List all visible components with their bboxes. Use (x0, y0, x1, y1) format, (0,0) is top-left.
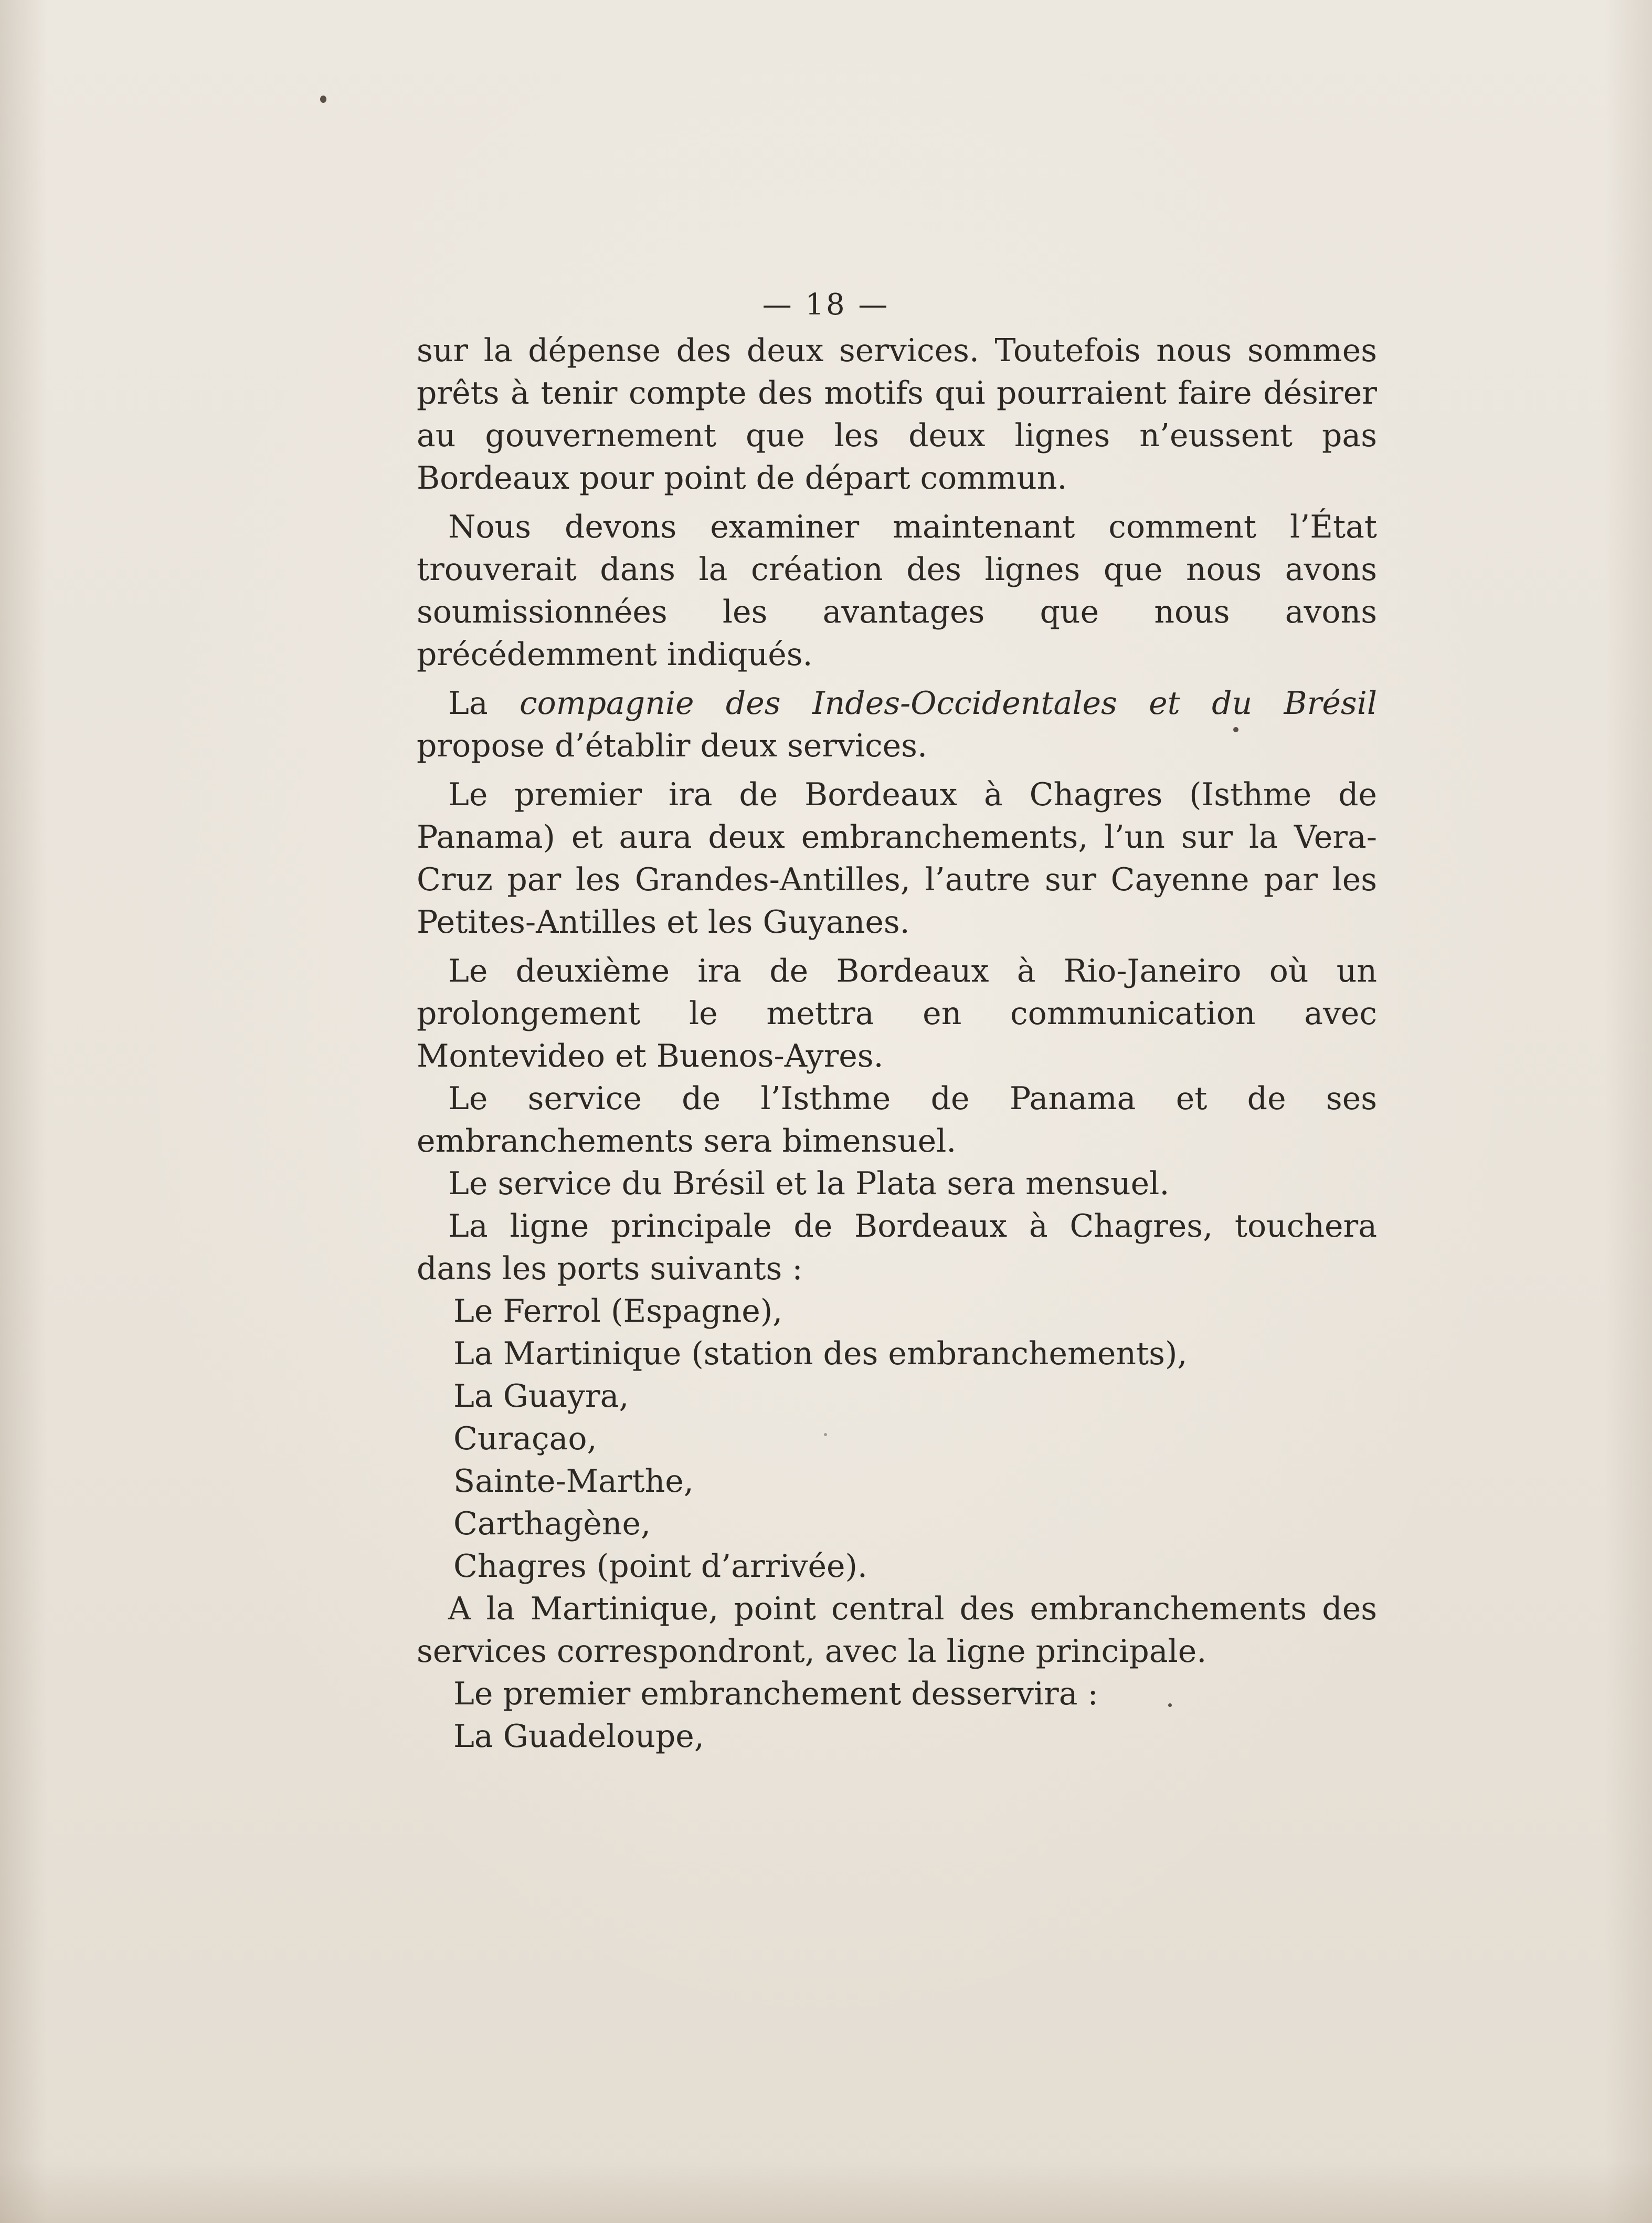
paragraph-2: Nous devons examiner maintenant comment l’État trouverait dans la création des lignes que nous avons soumissionnées les avantages que nous avons précédemment indiqués. (417, 509, 1377, 673)
paragraph-6: Le service de l’Isthme de Panama et de ses embranchements sera bimensuel. (417, 1080, 1377, 1160)
port-item: La Martinique (station des embranchements), (453, 1335, 1188, 1372)
body-text (417, 330, 1377, 1758)
port-item: Carthagène, (453, 1505, 651, 1542)
paragraph-4: Le premier ira de Bordeaux à Chagres (Isthme de Panama) et aura deux embranchements, l’un sur la Vera-Cruz par les Grandes-Antilles, l’autre sur Cayenne par les Petites-Antilles et les Guyanes. (417, 776, 1377, 941)
paragraph-3-start: La (448, 685, 520, 722)
company-name: compagnie des Indes-Occidentales et du Brésil (519, 685, 1378, 722)
port-item: Sainte-Marthe, (453, 1463, 694, 1500)
ports-list (417, 1290, 1377, 1588)
paragraph-1: sur la dépense des deux services. Toutefois nous sommes prêts à tenir compte des motifs qui pourraient faire désirer au gouvernement que les deux lignes n’eussent pas Bordeaux pour point de départ commun. (417, 332, 1377, 497)
paragraph-3 (417, 682, 1377, 767)
bottom-edge-shadow (0, 2160, 1652, 2223)
paragraph-3-end: propose d’établir deux services. (417, 728, 928, 764)
paragraph-11: La Guadeloupe, (453, 1718, 704, 1755)
port-item: Chagres (point d’arrivée). (453, 1548, 867, 1585)
page-number: — 18 — (762, 288, 890, 322)
right-edge-shadow (1605, 0, 1652, 2223)
paragraph-10: Le premier embranchement desservira : (453, 1676, 1098, 1712)
port-item: Curaçao, (453, 1420, 597, 1457)
paragraph-8: La ligne principale de Bordeaux à Chagres, touchera dans les ports suivants : (417, 1208, 1377, 1287)
port-item: Le Ferrol (Espagne), (453, 1293, 783, 1330)
paragraph-7: Le service du Brésil et la Plata sera mensuel. (448, 1165, 1170, 1202)
port-item: La Guayra, (453, 1378, 629, 1415)
left-edge-shadow (0, 0, 47, 2223)
paragraph-9: A la Martinique, point central des embranchements des services correspondront, avec la ligne principale. (417, 1590, 1377, 1670)
paper-speck (320, 96, 326, 103)
paragraph-5: Le deuxième ira de Bordeaux à Rio-Janeiro où un prolongement le mettra en communication avec Montevideo et Buenos-Ayres. (417, 953, 1377, 1074)
